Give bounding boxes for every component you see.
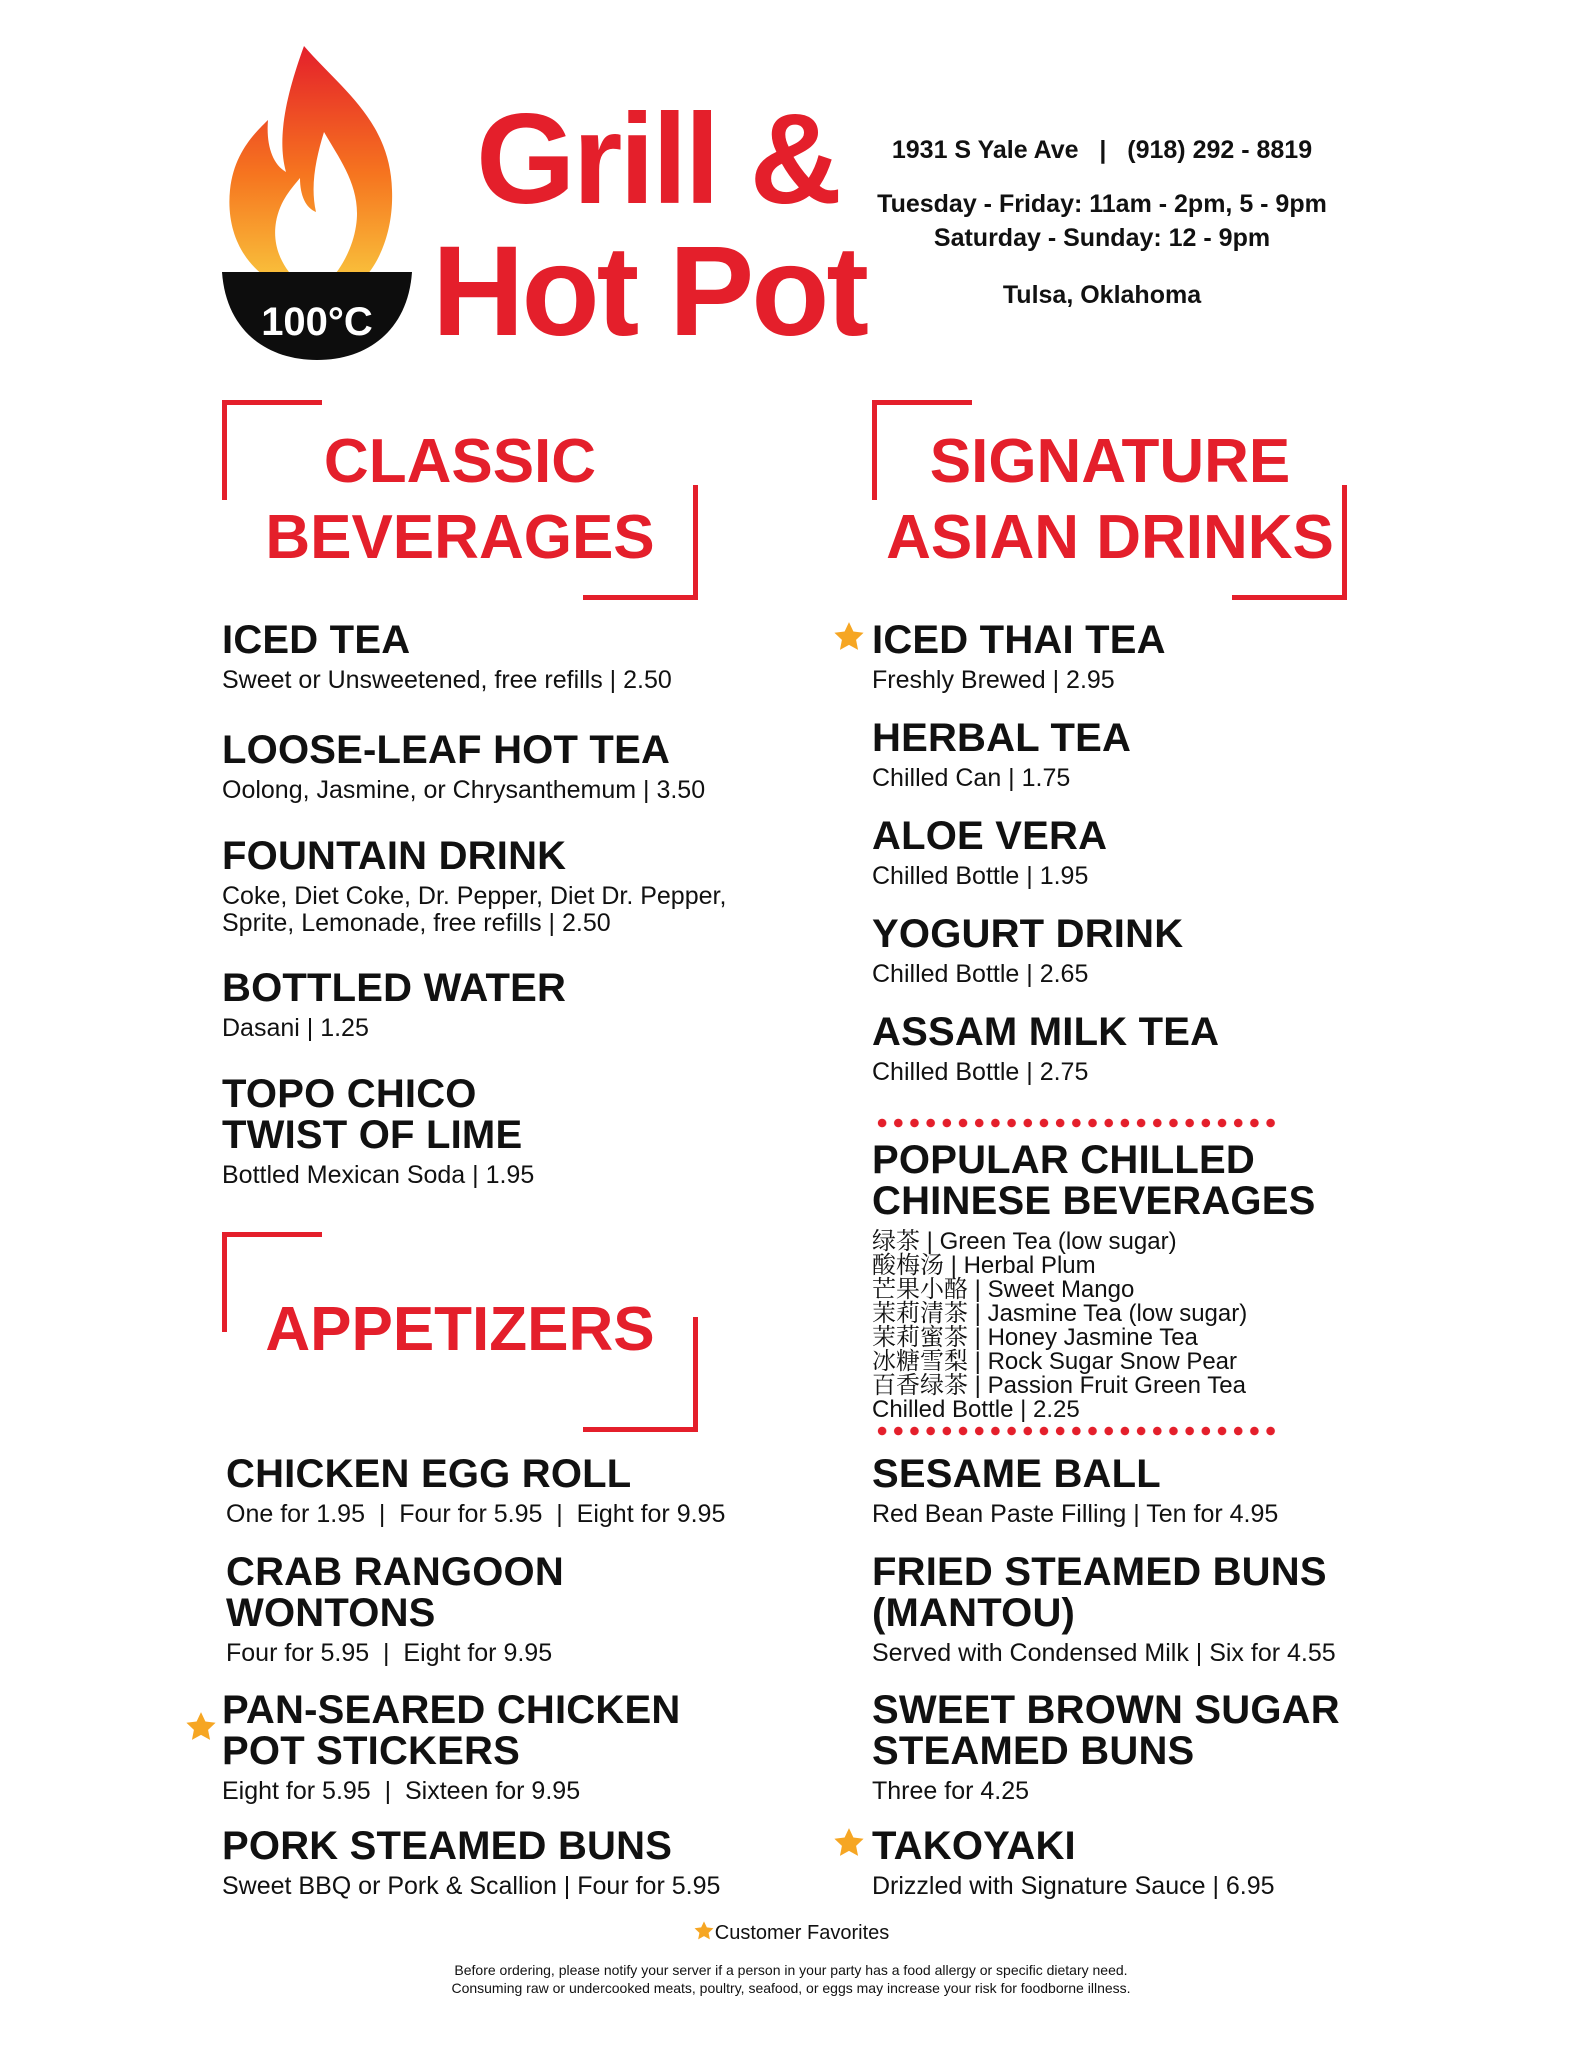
menu-item	[872, 718, 1131, 792]
item-name: FRIED STEAMED BUNS (MANTOU)	[872, 1550, 1327, 1635]
menu-item	[222, 1826, 720, 1900]
item-desc: Red Bean Paste Filling | Ten for 4.95	[872, 1499, 1279, 1528]
allergy-disclaimer: Before ordering, please notify your server if a person in your party has a food allergy or specific dietary need. Consuming raw or undercooked meats, poultry, seafood, or eggs may increase your risk for foodborne illness.	[451, 1962, 1131, 1996]
section-title-appetizers: APPETIZERS	[265, 1295, 655, 1364]
list-item: 酸梅汤 | Herbal Plum	[872, 1251, 1096, 1279]
list-item: Chilled Bottle | 2.25	[872, 1395, 1080, 1423]
item-desc: Chilled Bottle | 1.95	[872, 861, 1089, 890]
item-desc: Sweet or Unsweetened, free refills | 2.50	[222, 665, 672, 694]
section-title-signature-drinks: SIGNATURE ASIAN DRINKS	[886, 427, 1334, 572]
menu-item	[872, 816, 1107, 890]
menu-item	[872, 1690, 1340, 1805]
menu-item	[872, 1552, 1336, 1667]
list-item: 冰糖雪梨 | Rock Sugar Snow Pear	[872, 1347, 1238, 1375]
logo-badge-text: 100°C	[261, 300, 373, 344]
favorite-star-icon	[184, 1710, 218, 1744]
item-desc: Served with Condensed Milk | Six for 4.55	[872, 1638, 1336, 1667]
item-desc: Dasani | 1.25	[222, 1013, 369, 1042]
item-name: SESAME BALL	[872, 1452, 1161, 1496]
item-desc: Chilled Bottle | 2.75	[872, 1057, 1089, 1086]
item-desc: Chilled Can | 1.75	[872, 763, 1071, 792]
item-desc: Four for 5.95 | Eight for 9.95	[226, 1638, 553, 1667]
menu-item	[226, 1454, 725, 1528]
item-name: ASSAM MILK TEA	[872, 1010, 1220, 1054]
item-name: TOPO CHICO TWIST OF LIME	[222, 1072, 523, 1157]
item-name: PAN-SEARED CHICKEN POT STICKERS	[222, 1688, 681, 1773]
flame-bowl-icon	[222, 40, 412, 362]
item-name: PORK STEAMED BUNS	[222, 1824, 673, 1868]
menu-item	[222, 1690, 680, 1805]
menu-item-popular-chinese	[872, 1140, 1316, 1422]
menu-item	[222, 1074, 534, 1189]
item-desc: Chilled Bottle | 2.65	[872, 959, 1089, 988]
list-item: 百香绿茶 | Passion Fruit Green Tea	[872, 1371, 1246, 1399]
item-desc: Drizzled with Signature Sauce | 6.95	[872, 1871, 1275, 1900]
dotted-divider	[874, 1118, 1282, 1128]
item-name: POPULAR CHILLED CHINESE BEVERAGES	[872, 1138, 1316, 1223]
city: Tulsa, Oklahoma	[1002, 281, 1202, 310]
menu-item	[226, 1552, 564, 1667]
item-name: FOUNTAIN DRINK	[222, 834, 567, 878]
menu-item	[222, 968, 566, 1042]
menu-item	[222, 730, 705, 804]
menu-item	[872, 1454, 1278, 1528]
dotted-divider	[874, 1426, 1282, 1436]
item-desc: Bottled Mexican Soda | 1.95	[222, 1160, 535, 1189]
hours-weekday: Tuesday - Friday: 11am - 2pm, 5 - 9pm	[877, 189, 1327, 218]
item-name: CHICKEN EGG ROLL	[226, 1452, 632, 1496]
favorites-legend	[0, 1920, 1582, 1945]
brand-line1: Grill &	[476, 88, 840, 231]
item-name: HERBAL TEA	[872, 716, 1132, 760]
item-name: BOTTLED WATER	[222, 966, 567, 1010]
list-item: 绿茶 | Green Tea (low sugar)	[872, 1227, 1177, 1255]
list-item: 芒果小酪 | Sweet Mango	[872, 1275, 1135, 1303]
item-desc: Three for 4.25	[872, 1776, 1030, 1805]
item-name: SWEET BROWN SUGAR STEAMED BUNS	[872, 1688, 1340, 1773]
item-name: LOOSE-LEAF HOT TEA	[222, 728, 671, 772]
favorite-star-icon	[832, 1826, 866, 1860]
menu-item	[872, 1012, 1219, 1086]
item-name: YOGURT DRINK	[872, 912, 1184, 956]
menu-item	[222, 836, 726, 938]
menu-item	[222, 620, 672, 694]
brand-line2: Hot Pot	[432, 220, 866, 363]
item-desc: Coke, Diet Coke, Dr. Pepper, Diet Dr. Pepper, Sprite, Lemonade, free refills | 2.50	[222, 881, 727, 938]
logo	[222, 40, 412, 362]
legend-text: Customer Favorites	[714, 1922, 890, 1944]
item-name: TAKOYAKI	[872, 1824, 1076, 1868]
restaurant-info	[862, 134, 1342, 313]
item-desc: Freshly Brewed | 2.95	[872, 665, 1115, 694]
menu-item	[872, 620, 1166, 694]
item-desc: Oolong, Jasmine, or Chrysanthemum | 3.50	[222, 775, 706, 804]
chinese-beverage-list	[872, 1227, 1316, 1423]
item-name: ALOE VERA	[872, 814, 1108, 858]
section-title-classic-beverages: CLASSIC BEVERAGES	[265, 427, 655, 572]
item-desc: Eight for 5.95 | Sixteen for 9.95	[222, 1776, 581, 1805]
item-name: ICED THAI TEA	[872, 618, 1166, 662]
menu-item	[872, 914, 1183, 988]
item-name: CRAB RANGOON WONTONS	[226, 1550, 564, 1635]
favorite-star-icon	[832, 620, 866, 654]
list-item: 茉莉清茶 | Jasmine Tea (low sugar)	[872, 1299, 1248, 1327]
menu-item	[872, 1826, 1275, 1900]
item-desc: One for 1.95 | Four for 5.95 | Eight for 9.95	[226, 1499, 726, 1528]
brand-name	[432, 88, 872, 363]
item-desc: Sweet BBQ or Pork & Scallion | Four for 5.95	[222, 1871, 721, 1900]
favorite-star-icon	[693, 1920, 715, 1942]
item-name: ICED TEA	[222, 618, 411, 662]
hours-weekend: Saturday - Sunday: 12 - 9pm	[933, 223, 1271, 252]
address-phone: 1931 S Yale Ave | (918) 292 - 8819	[891, 136, 1313, 164]
list-item: 茉莉蜜茶 | Honey Jasmine Tea	[872, 1323, 1198, 1351]
